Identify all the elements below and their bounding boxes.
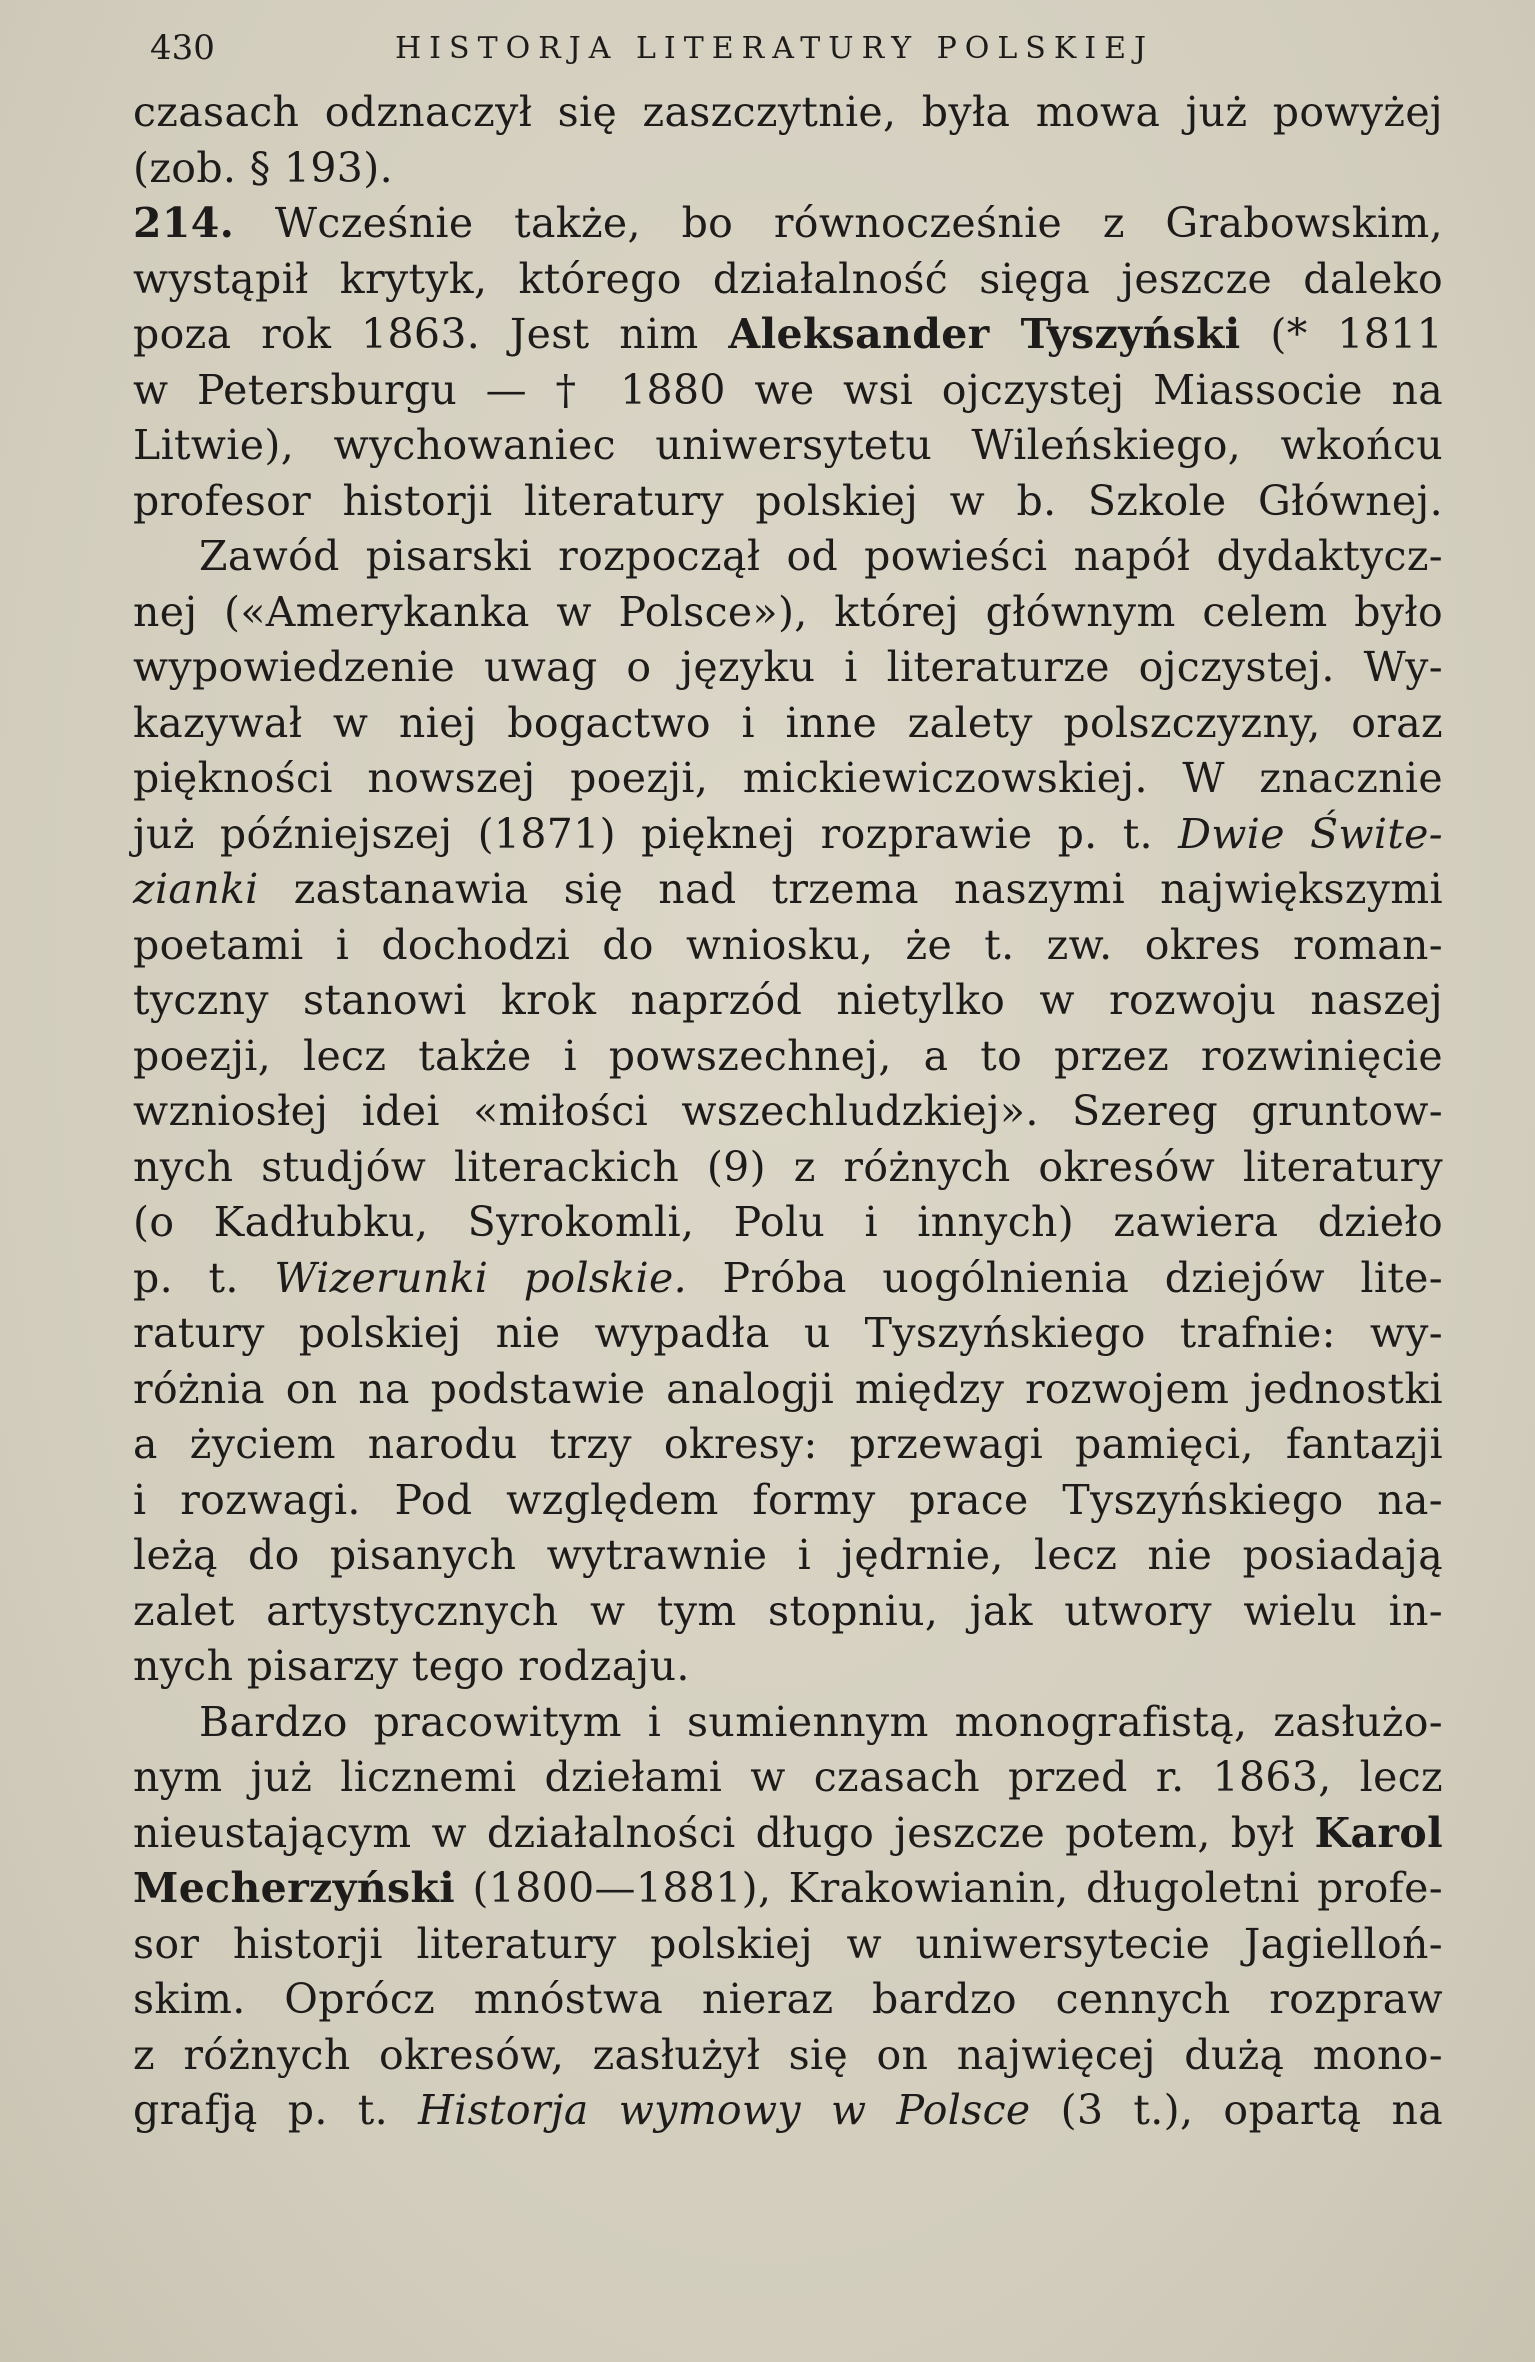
text-segment: i rozwagi. Pod względem formy prace Tyszyńskiego na- (133, 1475, 1443, 1524)
text-line (133, 1140, 1443, 1196)
text-line (133, 1695, 1443, 1751)
italic-text: Dwie Świte- (1178, 809, 1443, 858)
text-line (133, 474, 1443, 530)
text-segment: z różnych okresów, zasłużył się on najwięcej dużą mono- (133, 2030, 1443, 2079)
italic-text: zianki (133, 865, 259, 913)
page-header (150, 22, 1440, 82)
text-segment: ratury polskiej nie wypadła u Tyszyńskiego trafnie: wy- (133, 1309, 1443, 1357)
running-head: HISTORJA LITERATURY POLSKIEJ (395, 31, 1155, 66)
text-segment: (o Kadłubku, Syrokomli, Polu i innych) zawiera dzieło (133, 1198, 1443, 1246)
text-line (133, 807, 1443, 863)
text-line (133, 1362, 1443, 1418)
text-line (133, 141, 1443, 197)
text-segment: (3 t.), opartą na (1030, 2086, 1444, 2134)
text-line (133, 1251, 1443, 1307)
text-segment: wypowiedzenie uwag o języku i literaturze ojczystej. Wy- (133, 643, 1443, 691)
body-text (133, 85, 1443, 2139)
text-line (133, 585, 1443, 641)
text-line (133, 918, 1443, 974)
text-segment: czasach odznaczył się zaszczytnie, była mowa już powyżej (133, 88, 1443, 136)
text-segment: nieustającym w działalności długo jeszcze potem, był (133, 1808, 1315, 1857)
text-line (133, 1972, 1443, 2028)
text-line (133, 1417, 1443, 1473)
text-line (133, 1639, 1443, 1695)
text-line (133, 1528, 1443, 1584)
text-segment: p. t. (133, 1253, 275, 1302)
text-segment: kazywał w niej bogactwo i inne zalety polszczyzny, oraz (133, 698, 1443, 747)
text-line (133, 1029, 1443, 1085)
text-line (133, 1195, 1443, 1251)
text-segment: Zawód pisarski rozpoczął od powieści napół dydaktycz- (199, 532, 1443, 580)
text-segment: zalet artystycznych w tym stopniu, jak utwory wielu in- (133, 1586, 1443, 1635)
text-line (133, 2028, 1443, 2084)
bold-text: 214. (133, 199, 235, 247)
text-line (133, 1473, 1443, 1529)
text-segment: wystąpił krytyk, którego działalność sięga jeszcze daleko (133, 254, 1443, 303)
text-line (133, 307, 1443, 363)
text-line (133, 1806, 1443, 1862)
bold-text: Mecherzyński (133, 1864, 456, 1912)
text-line (133, 862, 1443, 918)
text-line (133, 1750, 1443, 1806)
text-line (133, 363, 1443, 419)
text-segment: Próba uogólnienia dziejów lite- (686, 1253, 1443, 1302)
page-number: 430 (150, 28, 215, 68)
text-segment: leżą do pisanych wytrawnie i jędrnie, lecz nie posiadają (133, 1531, 1443, 1579)
text-segment: skim. Oprócz mnóstwa nieraz bardzo cennych rozpraw (133, 1975, 1443, 2023)
text-line (133, 196, 1443, 252)
text-line (133, 418, 1443, 474)
text-segment: (* 1811 (1240, 310, 1444, 358)
text-segment: nych pisarzy tego rodzaju. (133, 1642, 690, 1690)
text-segment: nej («Amerykanka w Polsce»), której głównym celem było (133, 587, 1443, 636)
text-segment: już późniejszej (1871) pięknej rozprawie p. t. (133, 809, 1179, 858)
text-segment: profesor historji literatury polskiej w b. Szkole Głównej. (133, 476, 1443, 525)
bold-text: Karol (1314, 1808, 1443, 1857)
text-segment: Litwie), wychowaniec uniwersytetu Wileńskiego, wkońcu (133, 421, 1443, 469)
text-line (133, 640, 1443, 696)
text-segment: poezji, lecz także i powszechnej, a to przez rozwinięcie (133, 1031, 1443, 1080)
text-segment: Wcześnie także, bo równocześnie z Grabowskim, (234, 199, 1443, 247)
bold-text: Aleksander Tyszyński (728, 310, 1241, 358)
text-segment: zastanawia się nad trzema naszymi największymi (258, 865, 1443, 913)
text-line (133, 1584, 1443, 1640)
text-line (133, 252, 1443, 308)
text-segment: (zob. § 193). (133, 143, 393, 192)
text-line (133, 529, 1443, 585)
text-segment: sor historji literatury polskiej w uniwersytecie Jagielloń- (133, 1919, 1443, 1968)
text-line (133, 85, 1443, 141)
text-segment: poza rok 1863. Jest nim (133, 310, 729, 358)
text-line (133, 2083, 1443, 2139)
text-segment: (1800—1881), Krakowianin, długoletni profe- (455, 1864, 1443, 1912)
italic-text: Historja wymowy w Polsce (418, 2086, 1031, 2134)
text-line (133, 696, 1443, 752)
text-segment: różnia on na podstawie analogji między rozwojem jednostki (133, 1364, 1443, 1413)
text-segment: nych studjów literackich (9) z różnych okresów literatury (133, 1142, 1443, 1191)
text-segment: tyczny stanowi krok naprzód nietylko w rozwoju naszej (133, 976, 1443, 1024)
text-segment: nym już licznemi dziełami w czasach przed r. 1863, lecz (133, 1753, 1443, 1801)
text-segment: piękności nowszej poezji, mickiewiczowskiej. W znacznie (133, 754, 1443, 802)
text-line (133, 973, 1443, 1029)
text-segment: grafją p. t. (133, 2086, 419, 2134)
text-segment: w Petersburgu — † 1880 we wsi ojczystej Miassocie na (133, 365, 1443, 414)
text-segment: a życiem narodu trzy okresy: przewagi pamięci, fantazji (133, 1420, 1443, 1468)
text-line (133, 751, 1443, 807)
text-line (133, 1084, 1443, 1140)
text-segment: Bardzo pracowitym i sumiennym monografistą, zasłużo- (199, 1697, 1443, 1746)
italic-text: Wizerunki polskie. (274, 1253, 687, 1302)
text-line (133, 1917, 1443, 1973)
text-segment: poetami i dochodzi do wniosku, że t. zw. okres roman- (133, 920, 1443, 969)
text-line (133, 1306, 1443, 1362)
text-line (133, 1861, 1443, 1917)
text-segment: wzniosłej idei «miłości wszechludzkiej». Szereg gruntow- (133, 1087, 1443, 1135)
